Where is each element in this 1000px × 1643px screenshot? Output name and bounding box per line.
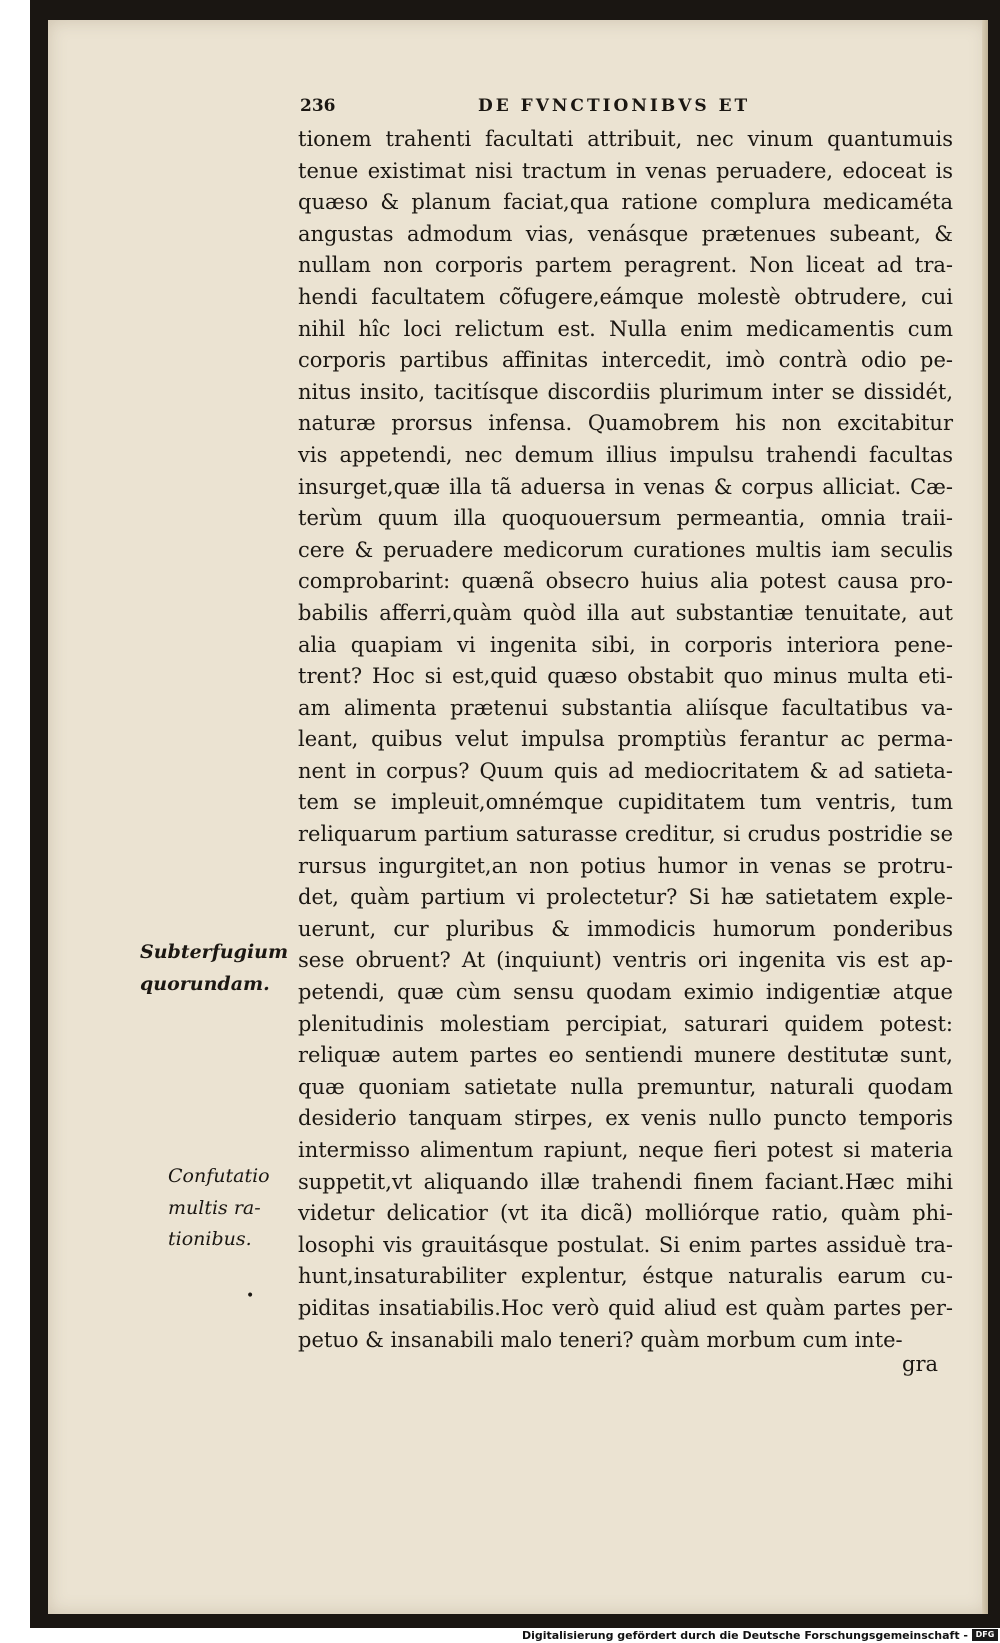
- text-line: terùm quum illa quoquouersum permeantia, omnia traii-: [298, 506, 953, 531]
- text-line: vis appetendi, nec demum illius impulsu trahendi facultas: [298, 442, 953, 467]
- text-line: petuo & insanabili malo teneri? quàm morbum cum inte-: [298, 1327, 903, 1352]
- text-line: desiderio tanquam stirpes, ex venis nullo puncto temporis: [298, 1106, 953, 1131]
- text-line: petendi, quæ cùm sensu quodam eximio indigentiæ atque: [298, 980, 953, 1005]
- text-line: losophi vis grauitásque postulat. Si enim partes assiduè tra-: [298, 1232, 953, 1257]
- text-line: am alimenta prætenui substantia aliísque facultatibus va-: [298, 695, 953, 720]
- text-line: nihil hîc loci relictum est. Nulla enim medicamentis cum: [298, 316, 953, 341]
- marginal-note-confutatio: [168, 1161, 270, 1256]
- text-line: tionem trahenti facultati attribuit, nec vinum quantumuis: [298, 127, 953, 151]
- text-line: insurget,quæ illa tã aduersa in venas & corpus alliciat. Cæ-: [298, 474, 953, 499]
- text-line: naturæ prorsus infensa. Quamobrem his non excitabitur: [298, 411, 953, 436]
- text-line: angustas admodum vias, venásque prætenues subeant, &: [298, 221, 953, 246]
- text-line: uerunt, cur pluribus & immodicis humorum ponderibus: [298, 916, 953, 941]
- text-line: nitus insito, tacitísque discordiis plurimum inter se dissidét,: [298, 379, 953, 404]
- text-line: leant, quibus velut impulsa promptiùs ferantur ac perma-: [298, 727, 953, 752]
- text-line: det, quàm partium vi prolectetur? Si hæ satietatem exple-: [298, 885, 953, 910]
- text-line: rursus ingurgitet,an non potius humor in venas se protru-: [298, 853, 953, 878]
- text-line: nullam non corporis partem peragrent. Non liceat ad tra-: [298, 253, 953, 278]
- body-text: [298, 124, 953, 1356]
- text-line: comprobarint: quænã obsecro huius alia potest causa pro-: [298, 569, 953, 594]
- text-line: piditas insatiabilis.Hoc verò quid aliud est quàm partes per-: [298, 1295, 953, 1320]
- running-title: DE FVNCTIONIBVS ET: [478, 96, 751, 116]
- marginal-note-line: Subterfugium: [140, 941, 289, 963]
- text-line: videtur delicatior (vt ita dicã) molliórque ratio, quàm phi-: [298, 1201, 953, 1226]
- text-line: hunt,insaturabiliter explentur, éstque naturalis earum cu-: [298, 1264, 953, 1289]
- text-line: cere & peruadere medicorum curationes multis iam seculis: [298, 537, 953, 562]
- marginal-note-line: Confutatio: [168, 1165, 270, 1187]
- marginal-note-line: quorundam.: [140, 972, 270, 995]
- marginal-mark: •: [246, 1288, 255, 1304]
- text-line: corporis partibus affinitas intercedit, imò contrà odio pe-: [298, 348, 953, 373]
- marginal-note-line: tionibus.: [168, 1228, 252, 1251]
- running-head: [300, 96, 790, 118]
- text-line: tenue existimat nisi tractum in venas peruadere, edoceat is: [298, 158, 953, 183]
- catchword: gra: [902, 1352, 939, 1376]
- text-line: nent in corpus? Quum quis ad mediocritatem & ad satieta-: [298, 758, 953, 783]
- marginal-note-line: multis ra-: [168, 1196, 261, 1219]
- text-line: intermisso alimentum rapiunt, neque fieri potest si materia: [298, 1138, 953, 1162]
- digitization-footer: [521, 1628, 1000, 1643]
- text-line: quæ quoniam satietate nulla premuntur, naturali quodam: [298, 1074, 953, 1099]
- page-edge: [982, 20, 988, 1614]
- text-line: reliquæ autem partes eo sentiendi munere destitutæ sunt,: [298, 1043, 953, 1068]
- text-line: babilis afferri,quàm quòd illa aut substantiæ tenuitate, aut: [298, 600, 953, 625]
- page-number: 236: [300, 96, 336, 116]
- text-line: alia quapiam vi ingenita sibi, in corporis interiora pene-: [298, 632, 953, 657]
- text-line: sese obruent? At (inquiunt) ventris ori ingenita vis est ap-: [298, 948, 953, 973]
- text-line: quæso & planum faciat,qua ratione complura medicaméta: [298, 190, 953, 215]
- text-line: suppetit,vt aliquando illæ trahendi finem faciant.Hæc mihi: [298, 1169, 953, 1194]
- dfg-logo: DFG: [972, 1629, 998, 1641]
- text-line: plenitudinis molestiam percipiat, saturari quidem potest:: [298, 1011, 953, 1036]
- text-line: reliquarum partium saturasse creditur, si crudus postridie se: [298, 822, 953, 847]
- text-line: trent? Hoc si est,quid quæso obstabit quo minus multa eti-: [298, 664, 953, 689]
- text-line: hendi facultatem cõfugere,eámque molestè obtrudere, cui: [298, 284, 953, 309]
- footer-credit: Digitalisierung gefördert durch die Deutsche Forschungsgemeinschaft -: [521, 1629, 968, 1642]
- marginal-note-subterfugium: [140, 937, 288, 1000]
- text-line: tem se impleuit,omnémque cupiditatem tum ventris, tum: [298, 790, 953, 815]
